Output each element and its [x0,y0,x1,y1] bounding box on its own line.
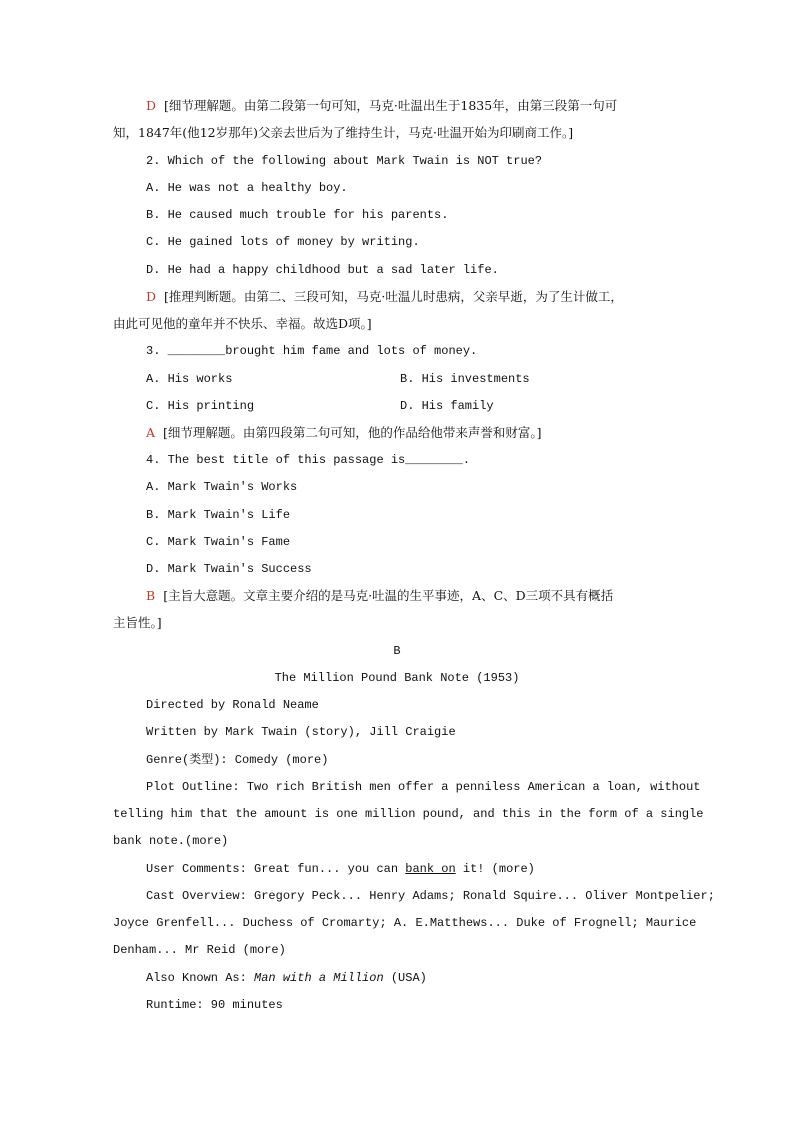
q1-explain-line2: 知，1847年(他12岁那年)父亲去世后为了维持生计，马克·吐温开始为印刷商工作。] [113,125,574,140]
cast-line2: Joyce Grenfell... Duchess of Cromarty; A. E.Matthews... Duke of Frognell; Maurice [113,916,697,930]
q3-explain: A [细节理解题。由第四段第二句可知，他的作品给他带来声誉和财富。] [146,425,542,440]
q4-explain-line2: 主旨性。] [113,615,162,630]
plot-line3: bank note.(more) [113,834,229,848]
q3-answer: A [146,425,156,440]
bank-on-underlined: bank on [405,862,456,876]
cast-line3: Denham... Mr Reid (more) [113,943,286,957]
q2-option-b: B. He caused much trouble for his parents. [146,208,449,222]
q3-option-c: C. His printing [146,399,255,413]
q2-explain-line1: D [推理判断题。由第二、三段可知，马克·吐温儿时患病，父亲早逝，为了生计做工， [146,289,623,304]
plot-line1: Plot Outline: Two rich British men offer a penniless American a loan, without [146,780,701,794]
q4-option-d: D. Mark Twain's Success [146,562,312,576]
q4-stem: 4. The best title of this passage is________. [146,453,471,467]
q2-explain-line2: 由此可见他的童年并不快乐、幸福。故选D项。] [113,316,372,331]
q3-option-a: A. His works [146,372,233,386]
user-comments: User Comments: Great fun... you can bank on it! (more) [146,862,535,876]
q4-answer: B [146,588,156,603]
q1-answer: D [146,98,157,113]
q2-option-a: A. He was not a healthy boy. [146,181,348,195]
plot-line2: telling him that the amount is one million pound, and this in the form of a single [113,807,704,821]
q4-option-c: C. Mark Twain's Fame [146,535,291,549]
runtime: Runtime: 90 minutes [146,998,283,1012]
q4-option-b: B. Mark Twain's Life [146,508,291,522]
alt-title: Man with a Million [254,971,384,985]
q3-stem: 3. ________brought him fame and lots of money. [146,344,478,358]
q4-option-a: A. Mark Twain's Works [146,480,298,494]
film-director: Directed by Ronald Neame [146,698,319,712]
q2-option-d: D. He had a happy childhood but a sad later life. [146,263,499,277]
q2-stem: 2. Which of the following about Mark Twain is NOT true? [146,154,543,168]
film-title: The Million Pound Bank Note (1953) [274,671,520,685]
q2-answer: D [146,289,157,304]
film-genre: Genre(类型): Comedy (more) [146,753,329,767]
q1-explain-line1: D [细节理解题。由第二段第一句可知，马克·吐温出生于1835年，由第三段第一句可 [146,98,618,113]
q4-explain-line1: B [主旨大意题。文章主要介绍的是马克·吐温的生平事迹，A、C、D三项不具有概括 [146,588,614,603]
q2-option-c: C. He gained lots of money by writing. [146,235,420,249]
q3-option-d: D. His family [400,399,494,413]
section-letter: B [393,644,401,658]
cast-line1: Cast Overview: Gregory Peck... Henry Adams; Ronald Squire... Oliver Montpelier; [146,889,715,903]
film-writer: Written by Mark Twain (story), Jill Craigie [146,725,456,739]
q3-option-b: B. His investments [400,372,530,386]
also-known-as: Also Known As: Man with a Million (USA) [146,971,427,985]
